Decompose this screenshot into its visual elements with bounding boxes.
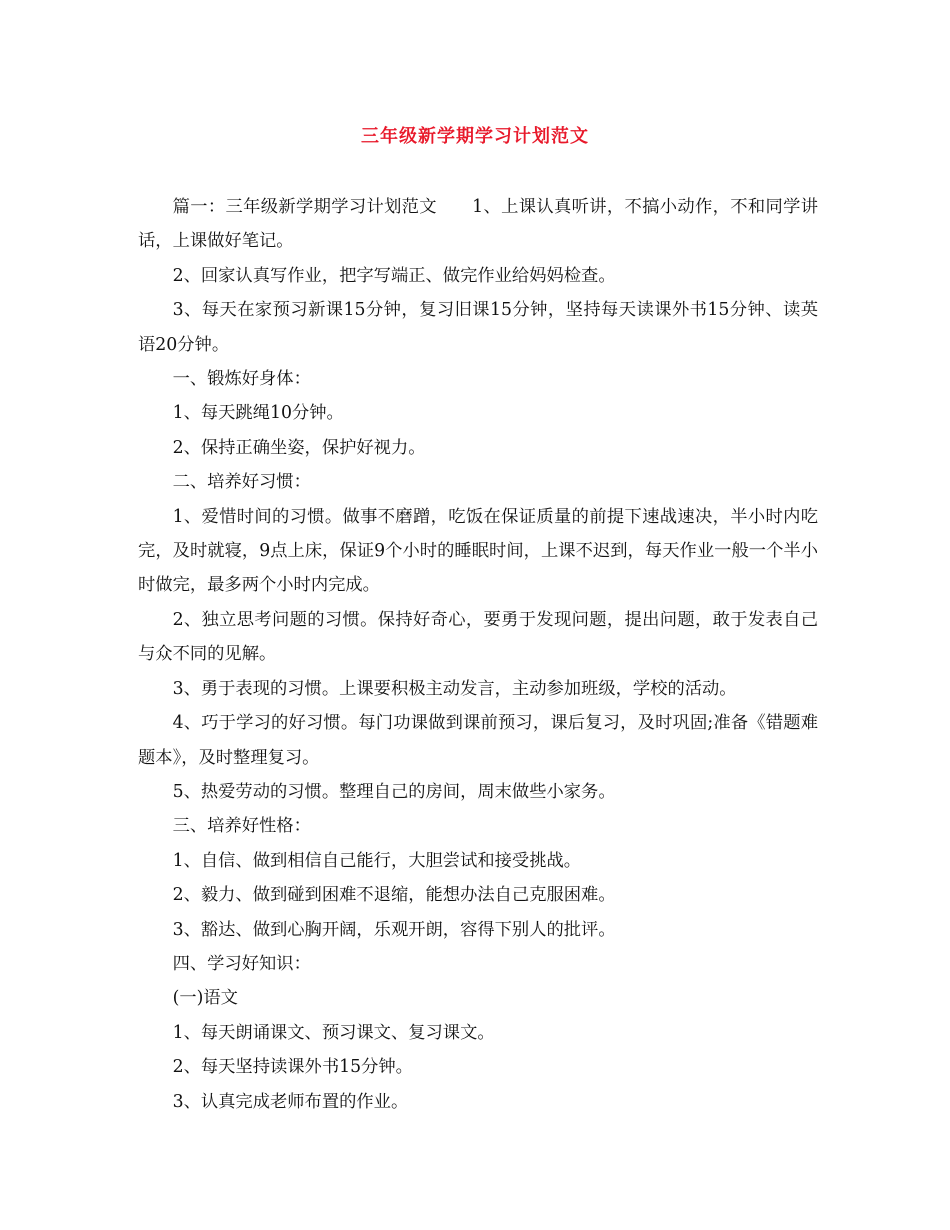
document-body <box>138 190 818 1119</box>
paragraph: 3、勇于表现的习惯。上课要积极主动发言，主动参加班级，学校的活动。 <box>172 678 737 699</box>
paragraph: 2、独立思考问题的习惯。保持好奇心，要勇于发现问题，提出问题，敢于发表自己与众不同的见解。 <box>138 609 818 665</box>
paragraph: 2、毅力、做到碰到困难不退缩，能想办法自己克服困难。 <box>172 885 616 906</box>
paragraph: 2、回家认真写作业，把字写端正、做完作业给妈妈检查。 <box>172 265 616 286</box>
paragraph: 1、每天朗诵课文、预习课文、复习课文。 <box>172 1022 495 1043</box>
paragraph: 3、认真完成老师布置的作业。 <box>172 1091 409 1112</box>
paragraph: 1、自信、做到相信自己能行，大胆尝试和接受挑战。 <box>172 850 582 871</box>
paragraph: 4、巧于学习的好习惯。每门功课做到课前预习，课后复习，及时巩固;准备《错题难题本》，及时整理复习。 <box>138 713 818 768</box>
paragraph: 3、每天在家预习新课15分钟，复习旧课15分钟，坚持每天读课外书15分钟、读英语20分钟。 <box>138 300 818 355</box>
paragraph: 1、爱惜时间的习惯。做事不磨蹭，吃饭在保证质量的前提下速战速决，半小时内吃完，及时就寝，9点上床，保证9个小时的睡眠时间，上课不迟到，每天作业一般一个半小时做完，最多两个小时内完成。 <box>138 506 818 596</box>
paragraph: 3、豁达、做到心胸开阔，乐观开朗，容得下别人的批评。 <box>172 919 616 940</box>
subsection-heading: (一)语文 <box>172 988 238 1009</box>
paragraph: 2、每天坚持读课外书15分钟。 <box>172 1057 413 1078</box>
paragraph: 5、热爱劳动的习惯。整理自己的房间，周末做些小家务。 <box>172 781 616 802</box>
document-title: 三年级新学期学习计划范文 <box>361 126 589 147</box>
paragraph: 1、每天跳绳10分钟。 <box>172 403 344 424</box>
paragraph: 篇一：三年级新学期学习计划范文 1、上课认真听讲，不搞小动作，不和同学讲话，上课做好笔记。 <box>138 197 818 252</box>
section-heading: 二、培养好习惯： <box>172 472 311 493</box>
paragraph: 2、保持正确坐姿，保护好视力。 <box>172 437 426 458</box>
section-heading: 一、锻炼好身体： <box>172 369 311 390</box>
section-heading: 三、培养好性格： <box>172 816 311 837</box>
section-heading: 四、学习好知识： <box>172 953 311 974</box>
